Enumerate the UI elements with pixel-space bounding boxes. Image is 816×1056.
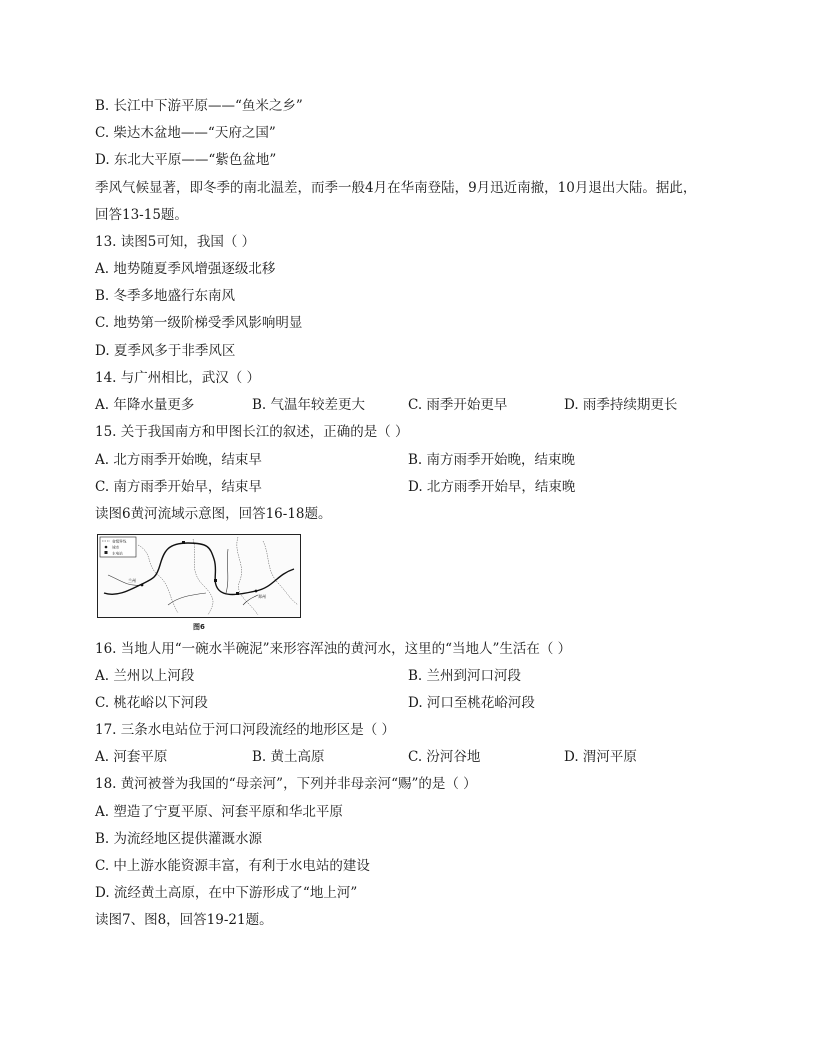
q13-option-c: C. 地势第一级阶梯受季风影响明显: [95, 315, 303, 331]
city-lanzhou: [141, 584, 144, 587]
intro-13-15-line1: 季风气候显著，即冬季的南北温差，而季一般4月在华南登陆，9月迅近南撤，10月退出大陆。据此，: [95, 180, 697, 196]
q13-stem: 13. 读图5可知，我国（ ）: [95, 234, 256, 250]
province-boundary: [237, 537, 258, 615]
legend-city-symbol: [105, 546, 108, 549]
tributary-river: [226, 549, 228, 593]
label-zhengzhou: 郑州: [258, 594, 266, 599]
intro-16-18: 读图6黄河流域示意图，回答16-18题。: [95, 506, 332, 522]
q16-stem: 16. 当地人用“一碗水半碗泥”来形容浑浊的黄河水，这里的“当地人”生活在（ ）: [95, 641, 572, 657]
q18-option-c: C. 中上游水能资源丰富，有利于水电站的建设: [95, 858, 370, 874]
tributary-river: [168, 593, 206, 605]
q15-option-d: D. 北方雨季开始早，结束晚: [408, 479, 576, 495]
legend-label-city: 城市: [112, 545, 120, 550]
legend-label-dam: 水电站: [112, 551, 123, 556]
legend-label-boundary: 省级界线: [112, 539, 127, 544]
q16-option-c: C. 桃花峪以下河段: [95, 695, 208, 711]
q15-option-a: A. 北方雨季开始晚，结束早: [95, 452, 262, 468]
province-boundary: [263, 541, 298, 605]
q16-option-b: B. 兰州到河口河段: [408, 668, 522, 684]
hydropower-station: [236, 592, 239, 595]
hydropower-station: [182, 541, 185, 544]
q15-stem: 15. 关于我国南方和甲图长江的叙述，正确的是（ ）: [95, 424, 409, 440]
intro-13-15-line2: 回答13-15题。: [95, 207, 188, 223]
q14-option-d: D. 雨季持续期更长: [564, 397, 678, 413]
intro-19-21: 读图7、图8，回答19-21题。: [95, 912, 273, 928]
yellow-river-basin-map: [97, 534, 301, 618]
hydropower-station: [214, 579, 217, 582]
q13-option-d: D. 夏季风多于非季风区: [95, 343, 236, 359]
province-boundary: [138, 545, 178, 613]
q13-option-b: B. 冬季多地盛行东南风: [95, 288, 236, 304]
q17-option-c: C. 汾河谷地: [408, 749, 481, 765]
q18-option-b: B. 为流经地区提供灌溉水源: [95, 831, 263, 847]
label-lanzhou: 兰州: [128, 578, 136, 583]
figure6-caption: 图6: [193, 623, 205, 631]
q17-option-d: D. 渭河平原: [564, 749, 637, 765]
q18-option-d: D. 流经黄土高原，在中下游形成了“地上河”: [95, 885, 358, 901]
q16-option-d: D. 河口至桃花峪河段: [408, 695, 535, 711]
q14-stem: 14. 与广州相比，武汉（ ）: [95, 370, 261, 386]
q12-option-b: B. 长江中下游平原——“鱼米之乡”: [95, 98, 303, 114]
q16-option-a: A. 兰州以上河段: [95, 668, 195, 684]
q14-option-c: C. 雨季开始更早: [408, 397, 508, 413]
legend-dam-symbol: [105, 551, 108, 554]
q17-stem: 17. 三条水电站位于河口河段流经的地形区是（ ）: [95, 722, 396, 738]
q18-option-a: A. 塑造了宁夏平原、河套平原和华北平原: [95, 804, 343, 820]
q12-option-d: D. 东北大平原——“紫色盆地”: [95, 152, 277, 168]
q12-option-c: C. 柴达木盆地——“天府之国”: [95, 125, 276, 141]
q15-option-b: B. 南方雨季开始晚，结束晚: [408, 452, 576, 468]
q15-option-c: C. 南方雨季开始早，结束早: [95, 479, 262, 495]
q17-option-a: A. 河套平原: [95, 749, 168, 765]
q17-option-b: B. 黄土高原: [252, 749, 325, 765]
q14-option-b: B. 气温年较差更大: [252, 397, 366, 413]
city-zhengzhou: [255, 590, 258, 593]
q18-stem: 18. 黄河被誉为我国的“母亲河”，下列并非母亲河“赐”的是（ ）: [95, 776, 477, 792]
map-drawing: [98, 535, 300, 617]
q13-option-a: A. 地势随夏季风增强逐级北移: [95, 261, 276, 277]
q14-option-a: A. 年降水量更多: [95, 397, 195, 413]
